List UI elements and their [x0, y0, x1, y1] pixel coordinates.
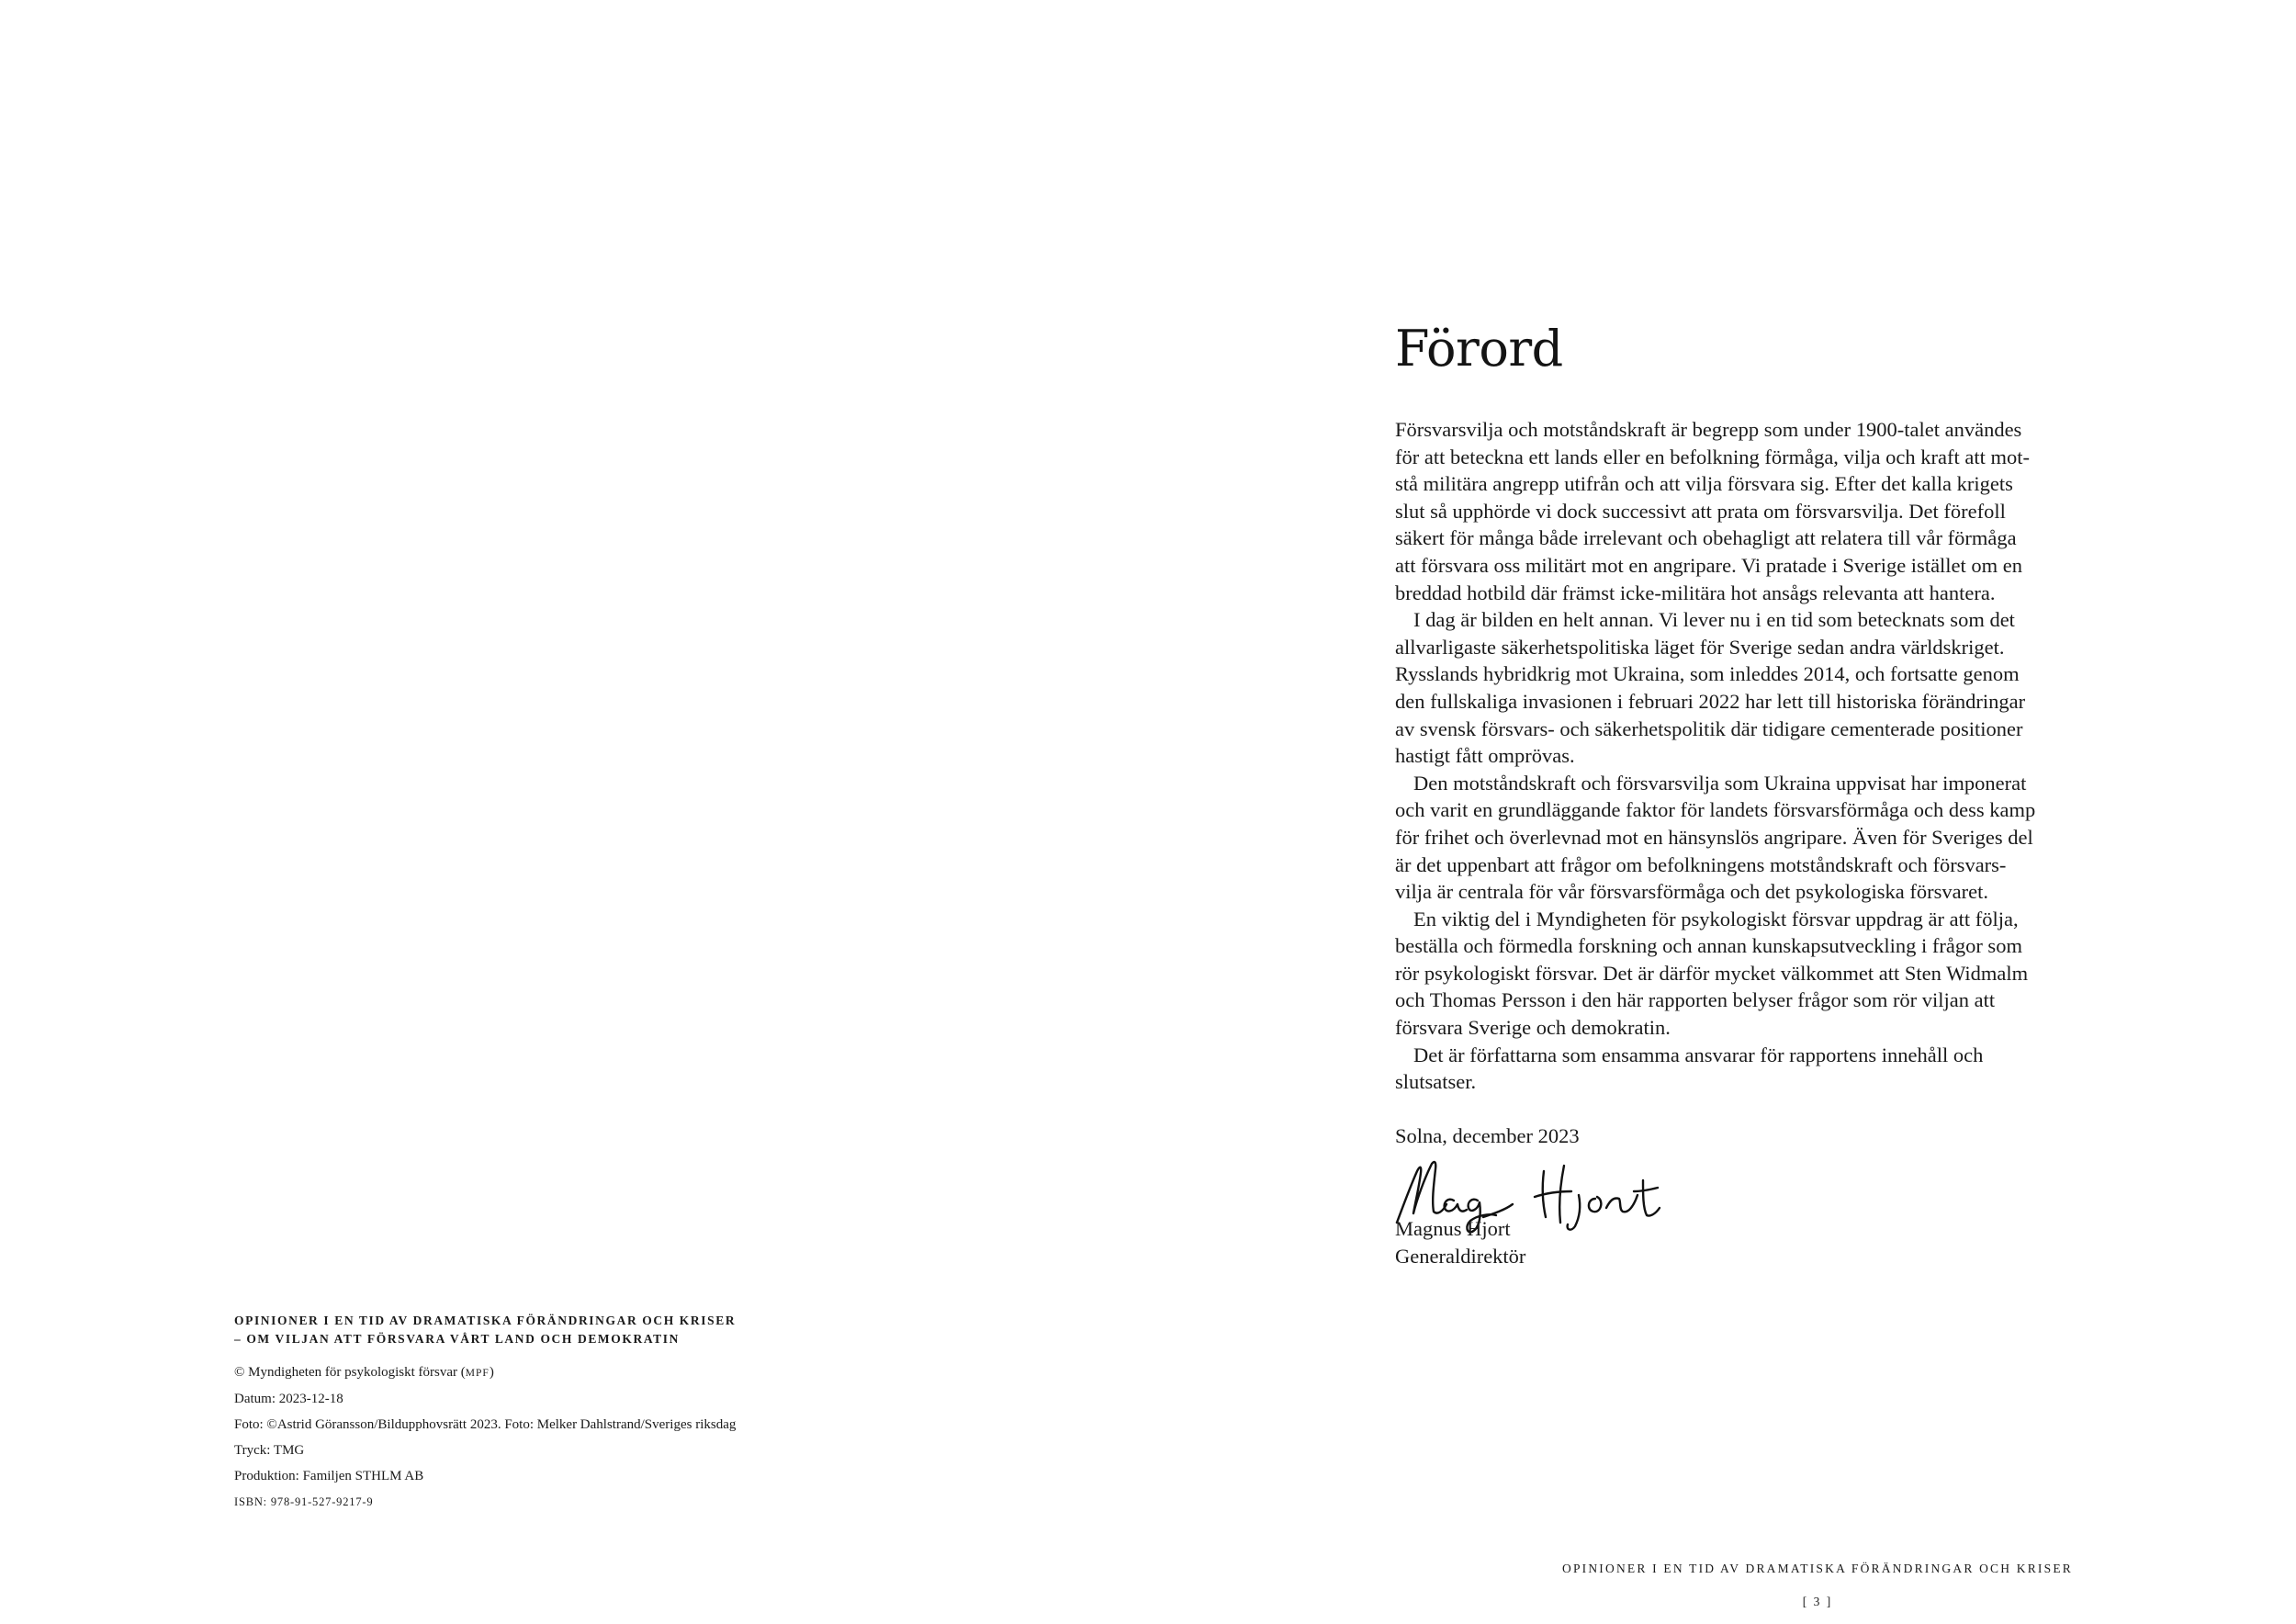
signer-name: Magnus Hjort	[1395, 1217, 1511, 1241]
text-line: Den motståndskraft och försvarsvilja som Ukraina uppvisat har imponerat	[1413, 771, 2027, 795]
text-line: att försvara oss militärt mot en angripare. Vi pratade i Sverige istället om en	[1395, 553, 2023, 577]
text-line: breddad hotbild där främst icke-militära hot ansågs relevanta att hantera.	[1395, 581, 1996, 604]
text-line: beställa och förmedla forskning och annan kunskapsutveckling i frågor som	[1395, 934, 2022, 958]
text-line: och varit en grundläggande faktor för landets försvarsförmåga och dess kamp	[1395, 798, 2036, 822]
text-line: slutsatser.	[1395, 1070, 1477, 1094]
colophon-photo-credit: Foto: ©Astrid Göransson/Bildupphovsrätt 2023. Foto: Melker Dahlstrand/Sveriges riksdag	[234, 1417, 737, 1432]
page-number: [ 3 ]	[1802, 1595, 1833, 1608]
text-line: vilja är centrala för vår försvarsförmåga och det psykologiska försvaret.	[1395, 880, 1988, 904]
text-line: Det är författarna som ensamma ansvarar för rapportens innehåll och	[1413, 1043, 1984, 1066]
colophon-print: Tryck: TMG	[234, 1443, 305, 1458]
foreword-paragraph	[1395, 1042, 2093, 1096]
text-line: I dag är bilden en helt annan. Vi lever nu i en tid som betecknats som det	[1413, 608, 2015, 632]
text-line: säkert för många både irrelevant och obehagligt att relatera till vår förmåga	[1395, 526, 2017, 550]
foreword-heading: Förord	[1395, 320, 1563, 378]
foreword-paragraph	[1395, 770, 2093, 906]
copyright-abbr: MPF	[465, 1368, 490, 1379]
running-title: OPINIONER I EN TID AV DRAMATISKA FÖRÄNDRINGAR OCH KRISER	[1562, 1562, 2073, 1575]
text-line: slut så upphörde vi dock successivt att prata om försvarsvilja. Det förefoll	[1395, 499, 2006, 523]
text-line: den fullskaliga invasionen i februari 2022 har lett till historiska förändringar	[1395, 689, 2026, 713]
text-line: En viktig del i Myndigheten för psykologiskt försvar uppdrag är att följa,	[1413, 907, 2019, 930]
text-line: Försvarsvilja och motståndskraft är begrepp som under 1900-talet användes	[1395, 418, 2022, 441]
colophon-title-line-2: – OM VILJAN ATT FÖRSVARA VÅRT LAND OCH DEMOKRATIN	[234, 1332, 680, 1346]
text-line: är det uppenbart att frågor om befolkningens motståndskraft och försvars-	[1395, 852, 2007, 876]
text-line: Rysslands hybridkrig mot Ukraina, som inleddes 2014, och fortsatte genom	[1395, 662, 2020, 686]
text-line: av svensk försvars- och säkerhetspolitik där tidigare cementerade positioner	[1395, 716, 2023, 740]
foreword-paragraph	[1395, 416, 2093, 606]
colophon	[234, 1312, 932, 1515]
foreword-body	[1395, 416, 2093, 1096]
text-line: försvara Sverige och demokratin.	[1395, 1016, 1671, 1040]
colophon-title-line-1: OPINIONER I EN TID AV DRAMATISKA FÖRÄNDRINGAR OCH KRISER	[234, 1314, 737, 1327]
colophon-production: Produktion: Familjen STHLM AB	[234, 1469, 424, 1483]
text-line: för frihet och överlevnad mot en hänsynslös angripare. Även för Sveriges del	[1395, 825, 2033, 849]
signer-title: Generaldirektör	[1395, 1245, 1526, 1269]
place-date: Solna, december 2023	[1395, 1123, 1580, 1147]
signer-block	[1395, 1215, 2093, 1269]
text-line: rör psykologiskt försvar. Det är därför mycket välkommet att Sten Widmalm	[1395, 961, 2029, 985]
text-line: hastigt fått omprövas.	[1395, 744, 1575, 768]
colophon-date: Datum: 2023-12-18	[234, 1392, 343, 1406]
running-footer	[1148, 1560, 2296, 1611]
text-line: stå militära angrepp utifrån och att vilja försvara sig. Efter det kalla krigets	[1395, 472, 2013, 496]
foreword	[1395, 317, 2093, 1270]
text-line: allvarligaste säkerhetspolitiska läget för Sverige sedan andra världskriget.	[1395, 635, 2005, 659]
colophon-isbn: ISBN: 978-91-527-9217-9	[234, 1495, 374, 1508]
copyright-close: )	[489, 1365, 494, 1380]
text-line: och Thomas Persson i den här rapporten belyser frågor som rör viljan att	[1395, 988, 1996, 1012]
colophon-meta	[234, 1359, 932, 1515]
text-line: för att beteckna ett lands eller en befolkning förmåga, vilja och kraft att mot-	[1395, 445, 2030, 468]
copyright-text: © Myndigheten för psykologiskt försvar (	[234, 1365, 466, 1380]
colophon-copyright	[234, 1359, 932, 1386]
foreword-paragraph	[1395, 606, 2093, 770]
foreword-paragraph	[1395, 906, 2093, 1042]
